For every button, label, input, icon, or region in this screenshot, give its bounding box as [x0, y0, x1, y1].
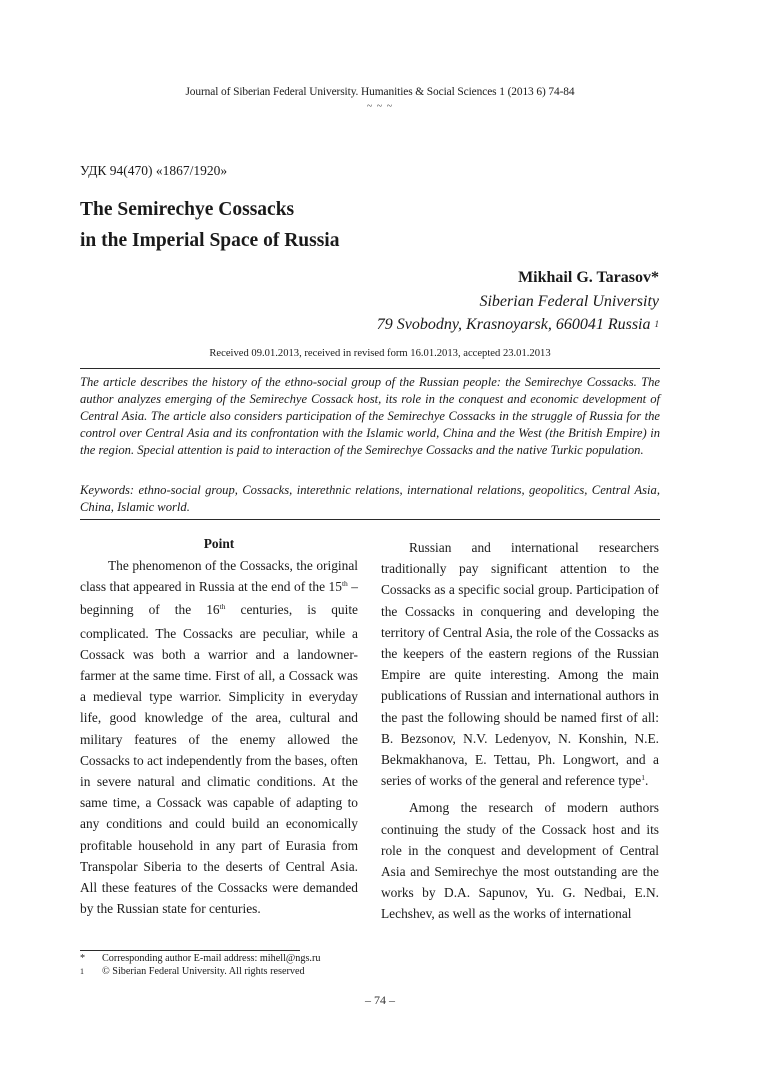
header-ornament: ~ ~ ~: [366, 101, 394, 112]
abstract-top-rule: [80, 368, 660, 369]
received-dates: Received 09.01.2013, received in revised form 16.01.2013, accepted 23.01.2013: [209, 348, 551, 359]
footnotes: [80, 952, 320, 978]
left-column: [80, 535, 358, 919]
paragraph: [381, 797, 659, 924]
text-run: Among the research of modern authors continuing the study of the Cossack host and its role in the conquest and development of Central Asia and Semirechye the most outstanding are the works by D.A. Sapunov, Yu. G. Nedbai, E.N. Lechshev, as well as the works of international: [381, 800, 659, 922]
page-number: – 74 –: [365, 993, 395, 1007]
ordinal-suffix: th: [219, 602, 226, 612]
udk-code: УДК 94(470) «1867/1920»: [80, 163, 228, 178]
right-column: [381, 535, 659, 925]
footnote-reference[interactable]: 1: [641, 773, 645, 783]
footnote-mark: 1: [80, 967, 84, 976]
footnote-mark: *: [80, 953, 86, 964]
text-run: Russian and international researchers traditionally pay significant attention to the Cossacks as a specific social group. Participation of the Cossacks in conquering and developing the territory of Central Asia, the role of the Cossacks as the keepers of the eastern regions of the Russian Empire are quite interesting. Among the main publications of Russian and international authors in the past the following should be named first of all: B. Bezsonov, N.V. Ledenyov, N. Konshin, N.E. Bekmakhanova, E. Tettau, Ph. Longwort, and a series of works of the general and reference type: [381, 540, 659, 789]
footnote-corresponding-author: [80, 952, 320, 965]
footnote-copyright: [80, 965, 320, 978]
address-footnote-mark: 1: [654, 319, 659, 329]
text-run: The phenomenon of the Cossacks, the original class that appeared in Russia at the end of the 15: [80, 558, 358, 595]
running-head: Journal of Siberian Federal University. Humanities & Social Sciences 1 (2013 6) 74-84: [185, 86, 575, 98]
footnote-text: Corresponding author E-mail address: mihell@ngs.ru: [102, 953, 321, 964]
ordinal-suffix: th: [341, 579, 348, 589]
footnote-text: © Siberian Federal University. All rights reserved: [102, 966, 305, 977]
abstract-bottom-rule: [80, 519, 660, 520]
paragraph: [80, 555, 358, 919]
section-heading: Point: [203, 536, 235, 551]
title-line-1: The Semirechye Cossacks: [80, 199, 295, 220]
footnote-rule: [80, 950, 300, 951]
author-address: [377, 313, 659, 339]
text-run: – beginning of the 16: [80, 579, 359, 618]
author-affiliation: Siberian Federal University: [479, 292, 659, 310]
title-line-2: in the Imperial Space of Russia: [80, 230, 340, 251]
address-text: 79 Svobodny, Krasnoyarsk, 660041 Russia: [376, 316, 651, 333]
author-block: [377, 266, 659, 339]
keywords: Keywords: ethno-social group, Cossacks, interethnic relations, international relations, geopolitics, Central Asia, China, Islamic world.: [80, 483, 660, 514]
text-run: .: [645, 773, 649, 789]
article-title: [80, 194, 339, 256]
author-name: Mikhail G. Tarasov*: [518, 269, 659, 286]
text-run: centuries, is quite complicated. The Cossacks are peculiar, while a Cossack was both a warrior and a landowner-farmer at the same time. First of all, a Cossack was a medieval type warrior. Simplicity in everyday life, good knowledge of the area, cultural and military features of the enemy allowed the Cossacks to act independently from the bases, often in severe natural and climatic conditions. At the same time, a Cossack was capable of adapting to any conditions and could build an economically profitable household in any part of Eurasia from Transpolar Siberia to the deserts of Central Asia. All these features of the Cossacks were demanded by the Russian state for centuries.: [80, 602, 358, 917]
paragraph: [381, 537, 659, 793]
abstract: The article describes the history of the ethno-social group of the Russian people: the Semirechye Cossacks. The author analyzes emerging of the Semirechye Cossack host, its role in the conquest and economic development of Central Asia. The article also considers participation of the Semirechye Cossacks in the struggle of Russia for the control over Central Asia and its confrontation with the Islamic world, China and the West (the British Empire) in the region. Special attention is paid to interaction of the Semirechye Cossacks and the native Turkic population.: [80, 375, 660, 457]
